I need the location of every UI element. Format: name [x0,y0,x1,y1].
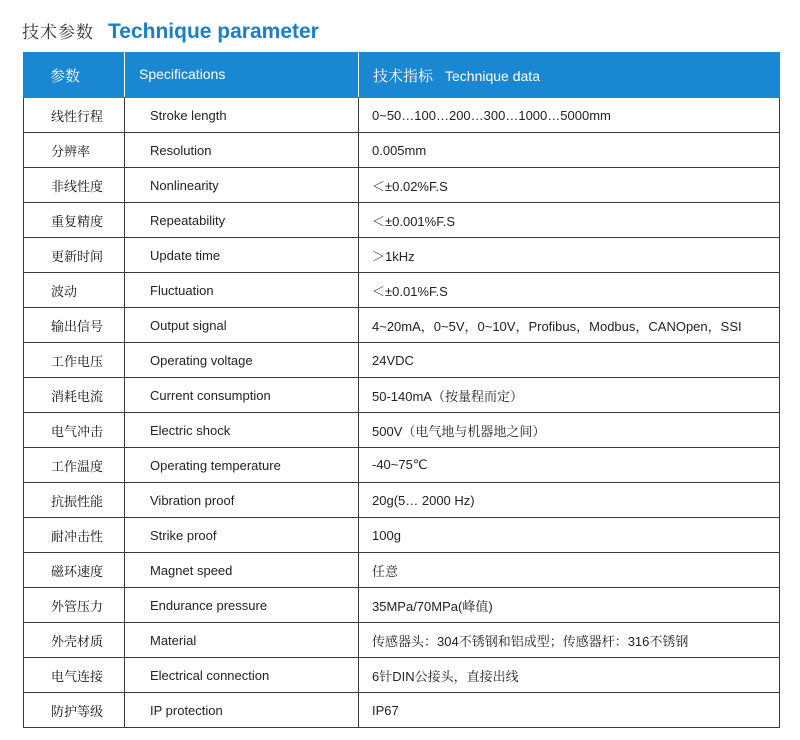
parameter-table [23,52,780,728]
parameter-name-cn: 外壳材质 [24,623,125,658]
header-tech-index-cn: 技术指标 [373,66,434,85]
parameter-name-cn: 线性行程 [24,98,125,133]
parameter-name-cn: 磁环速度 [24,553,125,588]
table-row [24,308,780,343]
specification-name-en: Electrical connection [125,658,359,693]
technique-value: -40~75℃ [359,448,780,483]
technique-value: IP67 [359,693,780,728]
parameter-name-cn: 抗振性能 [24,483,125,518]
technique-value: ＜±0.02%F.S [359,168,780,203]
specification-name-en: Update time [125,238,359,273]
specification-name-en: Fluctuation [125,273,359,308]
parameter-name-cn: 非线性度 [24,168,125,203]
table-header-row [24,53,780,98]
table-row [24,518,780,553]
parameter-name-cn: 分辨率 [24,133,125,168]
table-row [24,658,780,693]
specification-name-en: Endurance pressure [125,588,359,623]
title-english: Technique parameter [108,20,319,43]
specification-name-en: Current consumption [125,378,359,413]
specification-name-en: Electric shock [125,413,359,448]
technique-value: 4~20mA，0~5V，0~10V，Profibus，Modbus，CANOpen，SSI [359,308,780,343]
technique-value: 50-140mA（按量程而定） [359,378,780,413]
table-row [24,238,780,273]
header-technique-data [359,53,780,98]
parameter-name-cn: 消耗电流 [24,378,125,413]
specification-name-en: Strike proof [125,518,359,553]
table-body [24,98,780,728]
technique-value: 35MPa/70MPa(峰值) [359,588,780,623]
table-row [24,168,780,203]
table-row [24,98,780,133]
specification-name-en: Repeatability [125,203,359,238]
table-row [24,693,780,728]
table-row [24,483,780,518]
specification-name-en: Nonlinearity [125,168,359,203]
specification-name-en: Operating voltage [125,343,359,378]
table-row [24,133,780,168]
technique-value: ＜±0.001%F.S [359,203,780,238]
technique-value: 6针DIN公接头，直接出线 [359,658,780,693]
table-row [24,623,780,658]
specification-name-en: Resolution [125,133,359,168]
table-row [24,553,780,588]
header-tech-data-en: Technique data [445,67,540,84]
technique-value: ＜±0.01%F.S [359,273,780,308]
table-row [24,378,780,413]
table-row [24,448,780,483]
technique-value: 500V（电气地与机器地之间） [359,413,780,448]
technique-value: 0.005mm [359,133,780,168]
parameter-name-cn: 电气冲击 [24,413,125,448]
parameter-name-cn: 工作电压 [24,343,125,378]
specification-name-en: Operating temperature [125,448,359,483]
specification-name-en: Stroke length [125,98,359,133]
page-title [22,18,319,50]
parameter-name-cn: 波动 [24,273,125,308]
title-chinese: 技术参数 [22,23,94,43]
specification-name-en: Output signal [125,308,359,343]
table-row [24,273,780,308]
specification-name-en: Magnet speed [125,553,359,588]
technique-value: 传感器头：304不锈钢和铝成型；传感器杆：316不锈钢 [359,623,780,658]
technique-value: 24VDC [359,343,780,378]
specification-name-en: Material [125,623,359,658]
parameter-name-cn: 电气连接 [24,658,125,693]
parameter-name-cn: 更新时间 [24,238,125,273]
parameter-name-cn: 重复精度 [24,203,125,238]
table-row [24,413,780,448]
technique-value: 100g [359,518,780,553]
parameter-name-cn: 耐冲击性 [24,518,125,553]
table-row [24,588,780,623]
parameter-name-cn: 输出信号 [24,308,125,343]
technique-value: ＞1kHz [359,238,780,273]
table-row [24,203,780,238]
parameter-name-cn: 防护等级 [24,693,125,728]
parameter-name-cn: 外管压力 [24,588,125,623]
parameter-name-cn: 工作温度 [24,448,125,483]
technique-value: 20g(5… 2000 Hz) [359,483,780,518]
header-parameter: 参数 [24,53,125,98]
header-specifications: Specifications [125,53,359,98]
technique-value: 任意 [359,553,780,588]
specification-name-en: Vibration proof [125,483,359,518]
specification-name-en: IP protection [125,693,359,728]
table-row [24,343,780,378]
technique-value: 0~50…100…200…300…1000…5000mm [359,98,780,133]
